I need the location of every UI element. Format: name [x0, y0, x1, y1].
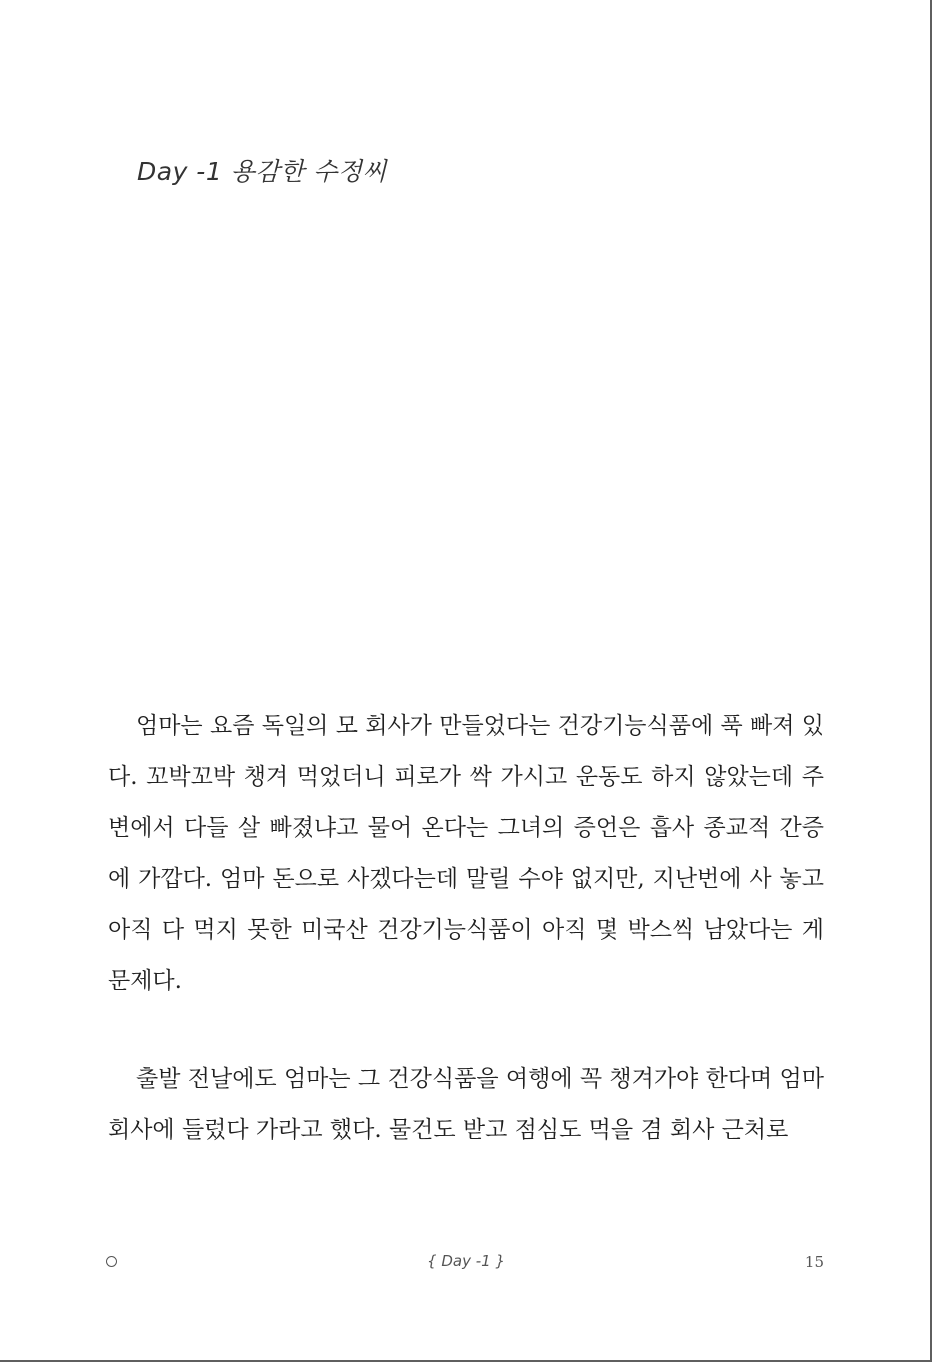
page-number: 15: [804, 1253, 824, 1271]
running-head: { Day -1 }: [427, 1252, 505, 1270]
footer-circle-icon: [106, 1256, 117, 1267]
body-paragraph-1: 엄마는 요즘 독일의 모 회사가 만들었다는 건강기능식품에 푹 빠져 있다. 꼬박꼬박 챙겨 먹었더니 피로가 싹 가시고 운동도 하지 않았는데 주변에서 다들 살 빠졌냐고 물어 온다는 그녀의 증언은 흡사 종교적 간증에 가깝다. 엄마 돈으로 사겠다는데 말릴 수야 없지만, 지난번에 사 놓고 아직 다 먹지 못한 미국산 건강기능식품이 아직 몇 박스씩 남았다는 게 문제다.: [108, 713, 824, 994]
chapter-title: Day -1 용감한 수정씨: [137, 157, 388, 186]
body-paragraph-2: 출발 전날에도 엄마는 그 건강식품을 여행에 꼭 챙겨가야 한다며 엄마 회사에 들렀다 가라고 했다. 물건도 받고 점심도 먹을 겸 회사 근처로: [108, 1066, 824, 1143]
